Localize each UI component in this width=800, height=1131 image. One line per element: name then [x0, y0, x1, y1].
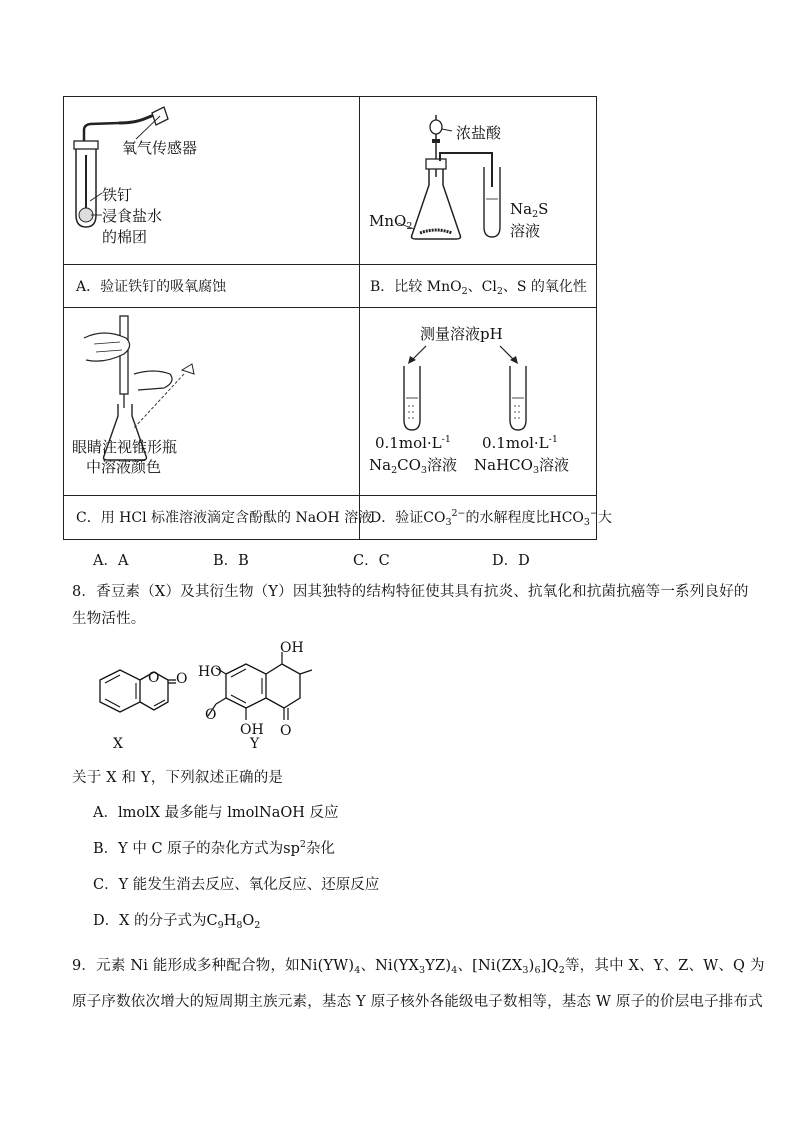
label-conc-right: [482, 434, 558, 452]
q8-lead: 关于 X 和 Y，下列叙述正确的是: [72, 770, 284, 786]
y-left-hydroxyl: HO: [198, 664, 222, 680]
label-conc-left: [375, 434, 451, 452]
label-na2s: [510, 200, 548, 220]
q9-f3b: ): [528, 958, 535, 974]
caption-d-mid: 的水解程度比: [465, 510, 550, 526]
q9-f2-mid: YZ): [425, 958, 452, 974]
q9-f2-sub1: 3: [419, 965, 426, 976]
conc-right-sup: -1: [548, 434, 558, 445]
q9-f3-sub1: 3: [522, 965, 529, 976]
label-na2co3-solution: [369, 454, 457, 476]
q9-f1-sub: 4: [354, 965, 361, 976]
q8-option-d-s3: 2: [254, 920, 261, 931]
q8-option-b-pre: B．Y 中 C 原子的杂化方式为sp: [93, 841, 300, 857]
q8-option-d: [93, 909, 260, 931]
label-conc-hcl: 浓盐酸: [456, 124, 502, 142]
q8-option-b-sup: 2: [299, 839, 306, 850]
q9-f3c: ]Q: [540, 958, 559, 974]
na2co3-a: Na: [369, 456, 392, 474]
q9-f2-sub2: 4: [451, 965, 458, 976]
mno2-text: MnO: [369, 212, 407, 230]
q8-option-b: [93, 837, 335, 858]
caption-b: [370, 276, 587, 297]
structure-x-label: X: [113, 736, 123, 752]
caption-d-co3-sub: 3: [445, 517, 452, 528]
y-carbonyl-oxygen: O: [280, 723, 292, 739]
caption-b-post: 、S 的氧化性: [502, 279, 587, 295]
q9-f3-sub3: 2: [558, 965, 565, 976]
q9-f3a: [Ni(ZX: [472, 958, 523, 974]
caption-b-pre: B．比较 MnO: [370, 279, 462, 295]
caption-c: C．用 HCl 标准溶液滴定含酚酞的 NaOH 溶液: [76, 510, 373, 526]
caption-d-hco3-sub: 3: [583, 517, 590, 528]
q8-option-d-pre: D．X 的分子式为C: [93, 913, 218, 929]
y-bottom-hydroxyl: OH: [240, 722, 264, 738]
q7-option-c: C．C: [353, 553, 390, 569]
q9-line1-b: 等，其中 X、Y、Z、W、Q 为: [564, 958, 765, 974]
q8-option-b-post: 杂化: [305, 841, 335, 857]
q7-option-a: A．A: [93, 553, 129, 569]
nahco3-b: 溶液: [538, 456, 569, 474]
caption-d-hco3-sup: −: [589, 508, 598, 519]
nahco3-a: NaHCO: [474, 456, 533, 474]
na2co3-sub1: 2: [391, 465, 398, 476]
label-iron-nail: 铁钉: [102, 186, 133, 204]
q8-option-c: C．Y 能发生消去反应、氧化反应、还原反应: [93, 877, 380, 893]
caption-b-mid: 、Cl: [467, 279, 497, 295]
label-measure-ph: 测量溶液pH: [420, 325, 503, 343]
caption-b-sub1: 2: [461, 286, 468, 297]
caption-d-co3: CO: [423, 510, 446, 526]
q7-option-d: D．D: [492, 553, 530, 569]
y-methoxy-oxygen: O: [205, 707, 217, 723]
label-salt-water: 浸食盐水: [102, 207, 163, 225]
table-divider-1: [64, 264, 596, 265]
label-cotton: 的棉团: [102, 228, 148, 246]
mno2-sub: 2: [406, 221, 413, 232]
q8-option-d-o: O: [242, 913, 255, 929]
q9-sep1: 、: [360, 958, 376, 974]
q9-f3-sub2: 6: [534, 965, 541, 976]
q9-line2: 原子序数依次增大的短周期主族元素，基态 Y 原子核外各能级电子数相等，基态 W 原子的价层电子排布式: [72, 994, 763, 1010]
structure-x-coumarin: [72, 660, 192, 750]
q8-option-d-h: H: [223, 913, 237, 929]
caption-d-co3-sup: 2−: [451, 508, 466, 519]
caption-a: A．验证铁钉的吸氧腐蚀: [76, 279, 227, 295]
caption-b-sub2: 2: [496, 286, 503, 297]
na2s-sub: 2: [532, 209, 539, 220]
structure-y-derivative: [196, 640, 336, 750]
na2co3-c: 溶液: [426, 456, 457, 474]
na2s-na: Na: [510, 200, 533, 218]
q8-option-d-s1: 9: [217, 920, 224, 931]
label-oxygen-sensor: 氧气传感器: [122, 139, 198, 157]
nahco3-sub: 3: [532, 465, 539, 476]
conc-right-text: 0.1mol·L: [482, 434, 549, 452]
label-nahco3-solution: [474, 454, 569, 476]
na2co3-b: CO: [397, 456, 421, 474]
q9-sep2: 、: [457, 958, 473, 974]
q9-f2: Ni(YX: [375, 958, 420, 974]
structure-y-label: Y: [250, 736, 260, 752]
q8-stem-line1: 8．香豆素（X）及其衍生物（Y）因其独特的结构特征使其具有抗炎、抗氧化和抗菌抗癌等一系列良好的: [72, 584, 749, 600]
x-ring-oxygen: O: [148, 670, 160, 686]
x-carbonyl-oxygen: O: [176, 671, 188, 687]
caption-d: [370, 507, 612, 528]
q9-line1: [72, 954, 765, 976]
y-top-hydroxyl: OH: [280, 640, 304, 656]
q8-option-a: A．lmolX 最多能与 lmolNaOH 反应: [93, 805, 339, 821]
experiment-table: [63, 96, 612, 540]
caption-d-pre: D．验证: [370, 510, 424, 526]
label-solution-color: 中溶液颜色: [86, 458, 162, 476]
q8-option-d-s2: 8: [236, 920, 243, 931]
q9-line1-a: 9．元素 Ni 能形成多种配合物，如: [72, 958, 300, 974]
caption-d-hco3: HCO: [549, 510, 584, 526]
conc-left-text: 0.1mol·L: [375, 434, 442, 452]
na2co3-sub2: 3: [420, 465, 427, 476]
label-solution-b: 溶液: [510, 222, 541, 240]
label-mno2: [369, 212, 412, 232]
q8-stem-line2: 生物活性。: [72, 611, 146, 627]
na2s-s: S: [538, 200, 549, 218]
q7-option-b: B．B: [213, 553, 249, 569]
label-eye-watch: 眼睛注视锥形瓶: [72, 438, 178, 456]
conc-left-sup: -1: [441, 434, 451, 445]
caption-d-post: 大: [597, 510, 612, 526]
table-divider-3: [64, 495, 596, 496]
q9-f1: Ni(YW): [299, 958, 355, 974]
